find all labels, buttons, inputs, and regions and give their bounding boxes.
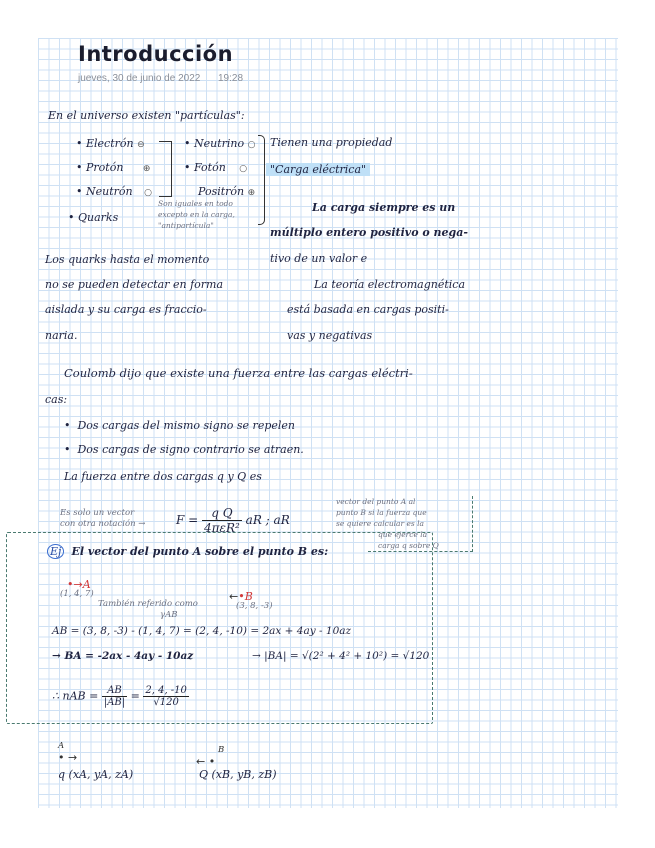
equation-unit-vector [52, 685, 189, 708]
formula-denominator: 4πεR² [204, 521, 240, 535]
page-title: Introducción [78, 42, 234, 66]
point-b-label: B [244, 590, 253, 603]
coulomb-bullet-2: • Dos cargas de signo contrario se atraen. [64, 443, 304, 456]
point-a-coords: (1, 4, 7) [60, 589, 94, 599]
property-highlight: "Carga eléctrica" [266, 163, 370, 176]
bullet-text: Dos cargas de signo contrario se atraen. [77, 443, 304, 456]
quarks-para-4: naria. [45, 329, 78, 342]
particle-proton: • Protón ⊕ [76, 161, 151, 174]
equation-ba-magnitude: → |BA| = √(2² + 4² + 10²) = √120 [252, 650, 430, 662]
vector-note-2: con otra notación → [60, 519, 146, 529]
frac-numerator: AB [102, 685, 127, 697]
point-dot-icon: • [67, 578, 74, 591]
intro-line: En el universo existen "partículas": [48, 109, 245, 122]
point-a-marker: •→A [67, 578, 91, 591]
charge-para-2: múltiplo entero positivo o nega- [270, 226, 468, 239]
particle-name: Neutrón [86, 185, 133, 198]
equation-ab: AB = (3, 8, -3) - (1, 4, 7) = (2, 4, -10) = 2ax + 4ay - 10az [52, 625, 352, 637]
particle-name: Positrón [198, 185, 245, 198]
vector-note-1: Es solo un vector [60, 508, 135, 518]
particle-quarks: • Quarks [68, 211, 119, 224]
side-note-3: se quiere calcular es la [336, 519, 425, 528]
example-title: El vector del punto A sobre el punto B es: [71, 545, 329, 558]
charge-para-1: La carga siempre es un [312, 201, 456, 214]
quarks-para-3: aislada y su carga es fraccio- [45, 303, 207, 316]
formula-lhs: F = [176, 513, 199, 527]
bottom-q-text: q (xA, yA, zA) [58, 768, 134, 781]
unit-vector-frac [102, 685, 127, 708]
bottom-a-label: A [58, 741, 65, 751]
property-line-1: Tienen una propiedad [270, 136, 393, 149]
unit-vector-lhs: ∴ nAB = [52, 689, 99, 703]
particle-electron: • Electrón ⊖ [76, 137, 145, 150]
charge-symbol-icon: ⊖ [137, 140, 145, 150]
bottom-a-arrow-icon: • → [58, 751, 78, 764]
charge-symbol-icon: ⊕ [142, 164, 151, 174]
bottom-Q-text: Q (xB, yB, zB) [199, 768, 277, 781]
particle-positron [184, 185, 255, 198]
em-para-3: vas y negativas [287, 329, 373, 342]
also-named-1: También referido como [98, 599, 198, 609]
particle-neutrino: • Neutrino ○ [184, 137, 256, 150]
coulomb-line-2: cas: [45, 393, 68, 406]
antiparticle-note-2: excepto en la carga, [158, 210, 235, 219]
equation-ba: → BA = -2ax - 4ay - 10az [52, 650, 194, 662]
em-para-1: La teoría electromagnética [314, 278, 466, 291]
unit-vector-value [143, 685, 189, 708]
charge-para-3: tivo de un valor e [270, 252, 368, 265]
example-header [47, 545, 328, 558]
side-note-1: vector del punto A al [336, 497, 416, 506]
particle-name: Protón [86, 161, 124, 174]
point-dot-icon: • [238, 590, 245, 603]
antiparticle-note-1: Son iguales en todo [158, 199, 233, 208]
formula-numerator: q Q [202, 506, 242, 521]
particle-name: Quarks [78, 211, 119, 224]
quarks-para-1: Los quarks hasta el momento [45, 253, 210, 266]
bullet-text: Dos cargas del mismo signo se repelen [77, 419, 295, 432]
equals-sign: = [130, 689, 140, 703]
point-b-marker: ←•B [229, 590, 253, 603]
side-note-4: que ejerce la [378, 530, 428, 539]
antiparticle-note-3: "antipartícula" [158, 221, 214, 230]
particle-neutron: • Neutrón ○ [76, 185, 152, 198]
point-b-coords: (3, 8, -3) [236, 601, 273, 611]
value-denominator: √120 [153, 697, 179, 708]
page-date: jueves, 30 de junio de 2022 [78, 73, 201, 84]
side-note-2: punto B si la fuerza que [336, 508, 427, 517]
brace-right [258, 135, 265, 225]
bracket-connector [159, 141, 172, 197]
em-para-2: está basada en cargas positi- [287, 303, 449, 316]
quarks-para-2: no se pueden detectar en forma [45, 278, 224, 291]
particle-name: Fotón [194, 161, 226, 174]
bottom-b-label: B [218, 745, 225, 755]
formula-unit-vector: aR ; aR [245, 513, 290, 527]
charge-symbol-icon: ○ [239, 164, 248, 174]
value-numerator: 2, 4, -10 [145, 685, 187, 696]
point-a-label: A [82, 578, 91, 591]
charge-symbol-icon: ○ [144, 188, 152, 198]
particle-name: Electrón [86, 137, 134, 150]
coulomb-formula [176, 506, 290, 535]
particle-photon: • Fotón ○ [184, 161, 248, 174]
also-named-2: γAB [160, 610, 178, 620]
coulomb-line-1: Coulomb dijo que existe una fuerza entre las cargas eléctri- [64, 366, 413, 380]
bottom-b-arrow-icon: ← • [196, 755, 216, 768]
side-note-5: carga q sobre Q [378, 541, 439, 550]
force-line: La fuerza entre dos cargas q y Q es [64, 470, 262, 483]
frac-denominator: |AB| [103, 697, 126, 708]
formula-fraction [202, 506, 242, 535]
coulomb-bullet-1: • Dos cargas del mismo signo se repelen [64, 419, 295, 432]
page-time: 19:28 [218, 73, 244, 84]
particle-name: Neutrino [194, 137, 245, 150]
charge-symbol-icon: ⊕ [247, 188, 256, 198]
charge-symbol-icon: ○ [247, 140, 256, 150]
example-tag: Ej [47, 544, 64, 559]
